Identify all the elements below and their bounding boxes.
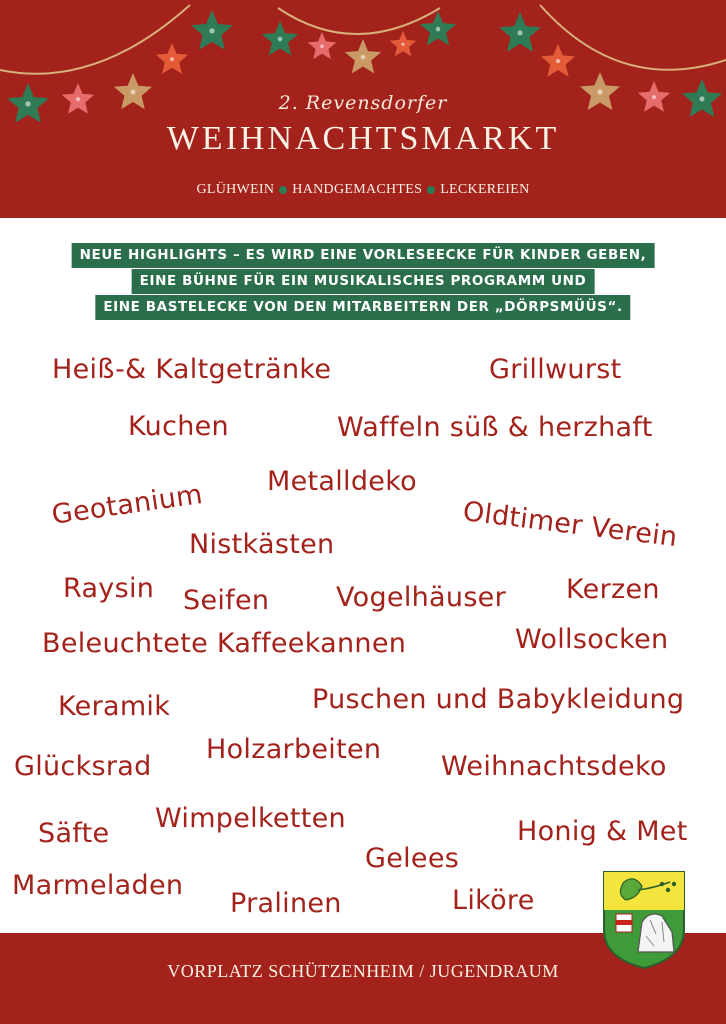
tagline-item: LECKEREIEN (440, 182, 530, 197)
highlight-line: EINE BÜHNE FÜR EIN MUSIKALISCHES PROGRAMM UND (132, 269, 595, 294)
offer-word: Heiß-& Kaltgetränke (52, 354, 332, 385)
market-title: WEIHNACHTSMARKT (166, 120, 560, 157)
offer-word: Grillwurst (489, 354, 622, 385)
star-dot-icon (170, 57, 174, 61)
offer-word: Keramik (58, 691, 171, 722)
star-dot-icon (278, 37, 283, 42)
offer-word: Puschen und Babykleidung (312, 684, 685, 715)
offer-word: Nistkästen (189, 529, 335, 560)
offer-word: Holzarbeiten (206, 734, 382, 765)
offer-word: Pralinen (230, 888, 342, 919)
star-dot-icon (401, 43, 404, 46)
star-dot-icon (556, 59, 560, 63)
tagline-item: HANDGEMACHTES (292, 182, 423, 197)
offer-word: Honig & Met (517, 816, 688, 847)
offer-word: Wollsocken (515, 624, 669, 655)
star-dot-icon (361, 55, 366, 60)
highlight-line: EINE BASTELECKE VON DEN MITARBEITERN DER „DÖRPSMÜÜS“. (95, 295, 630, 320)
offer-word: Weihnachtsdeko (441, 751, 667, 782)
offer-word: Vogelhäuser (336, 582, 506, 613)
tagline (0, 182, 726, 198)
offer-word: Raysin (63, 573, 155, 604)
offer-word: Liköre (452, 885, 535, 916)
offer-word: Kerzen (566, 574, 660, 605)
star-dot-icon (436, 27, 441, 32)
offer-word: Seifen (183, 585, 270, 616)
market-subtitle: 2. Revensdorfer (278, 92, 448, 114)
star-garland (0, 0, 726, 140)
star-dot-icon (517, 30, 522, 35)
offer-word: Glücksrad (14, 751, 152, 782)
location-text: VORPLATZ SCHÜTZENHEIM / JUGENDRAUM (167, 961, 559, 981)
dot-icon (279, 186, 287, 194)
star-dot-icon (209, 28, 214, 33)
coat-of-arms-icon (602, 870, 686, 970)
header-banner (0, 0, 726, 218)
offer-word: Säfte (38, 818, 110, 849)
dot-icon (427, 186, 435, 194)
offer-word: Oldtimer Verein (461, 496, 680, 554)
offer-word: Wimpelketten (155, 803, 346, 834)
offer-word: Gelees (365, 843, 460, 874)
offer-word: Kuchen (128, 411, 229, 442)
offer-word: Marmeladen (12, 870, 184, 901)
tagline-item: GLÜHWEIN (196, 182, 275, 197)
offer-word: Metalldeko (267, 466, 417, 497)
offer-word: Beleuchtete Kaffeekannen (42, 628, 407, 659)
star-dot-icon (320, 44, 324, 48)
highlight-line: NEUE HIGHLIGHTS – ES WIRD EINE VORLESEECKE FÜR KINDER GEBEN, (72, 243, 655, 268)
offer-word: Waffeln süß & herzhaft (337, 412, 653, 443)
offer-word: Geotanium (49, 479, 205, 531)
